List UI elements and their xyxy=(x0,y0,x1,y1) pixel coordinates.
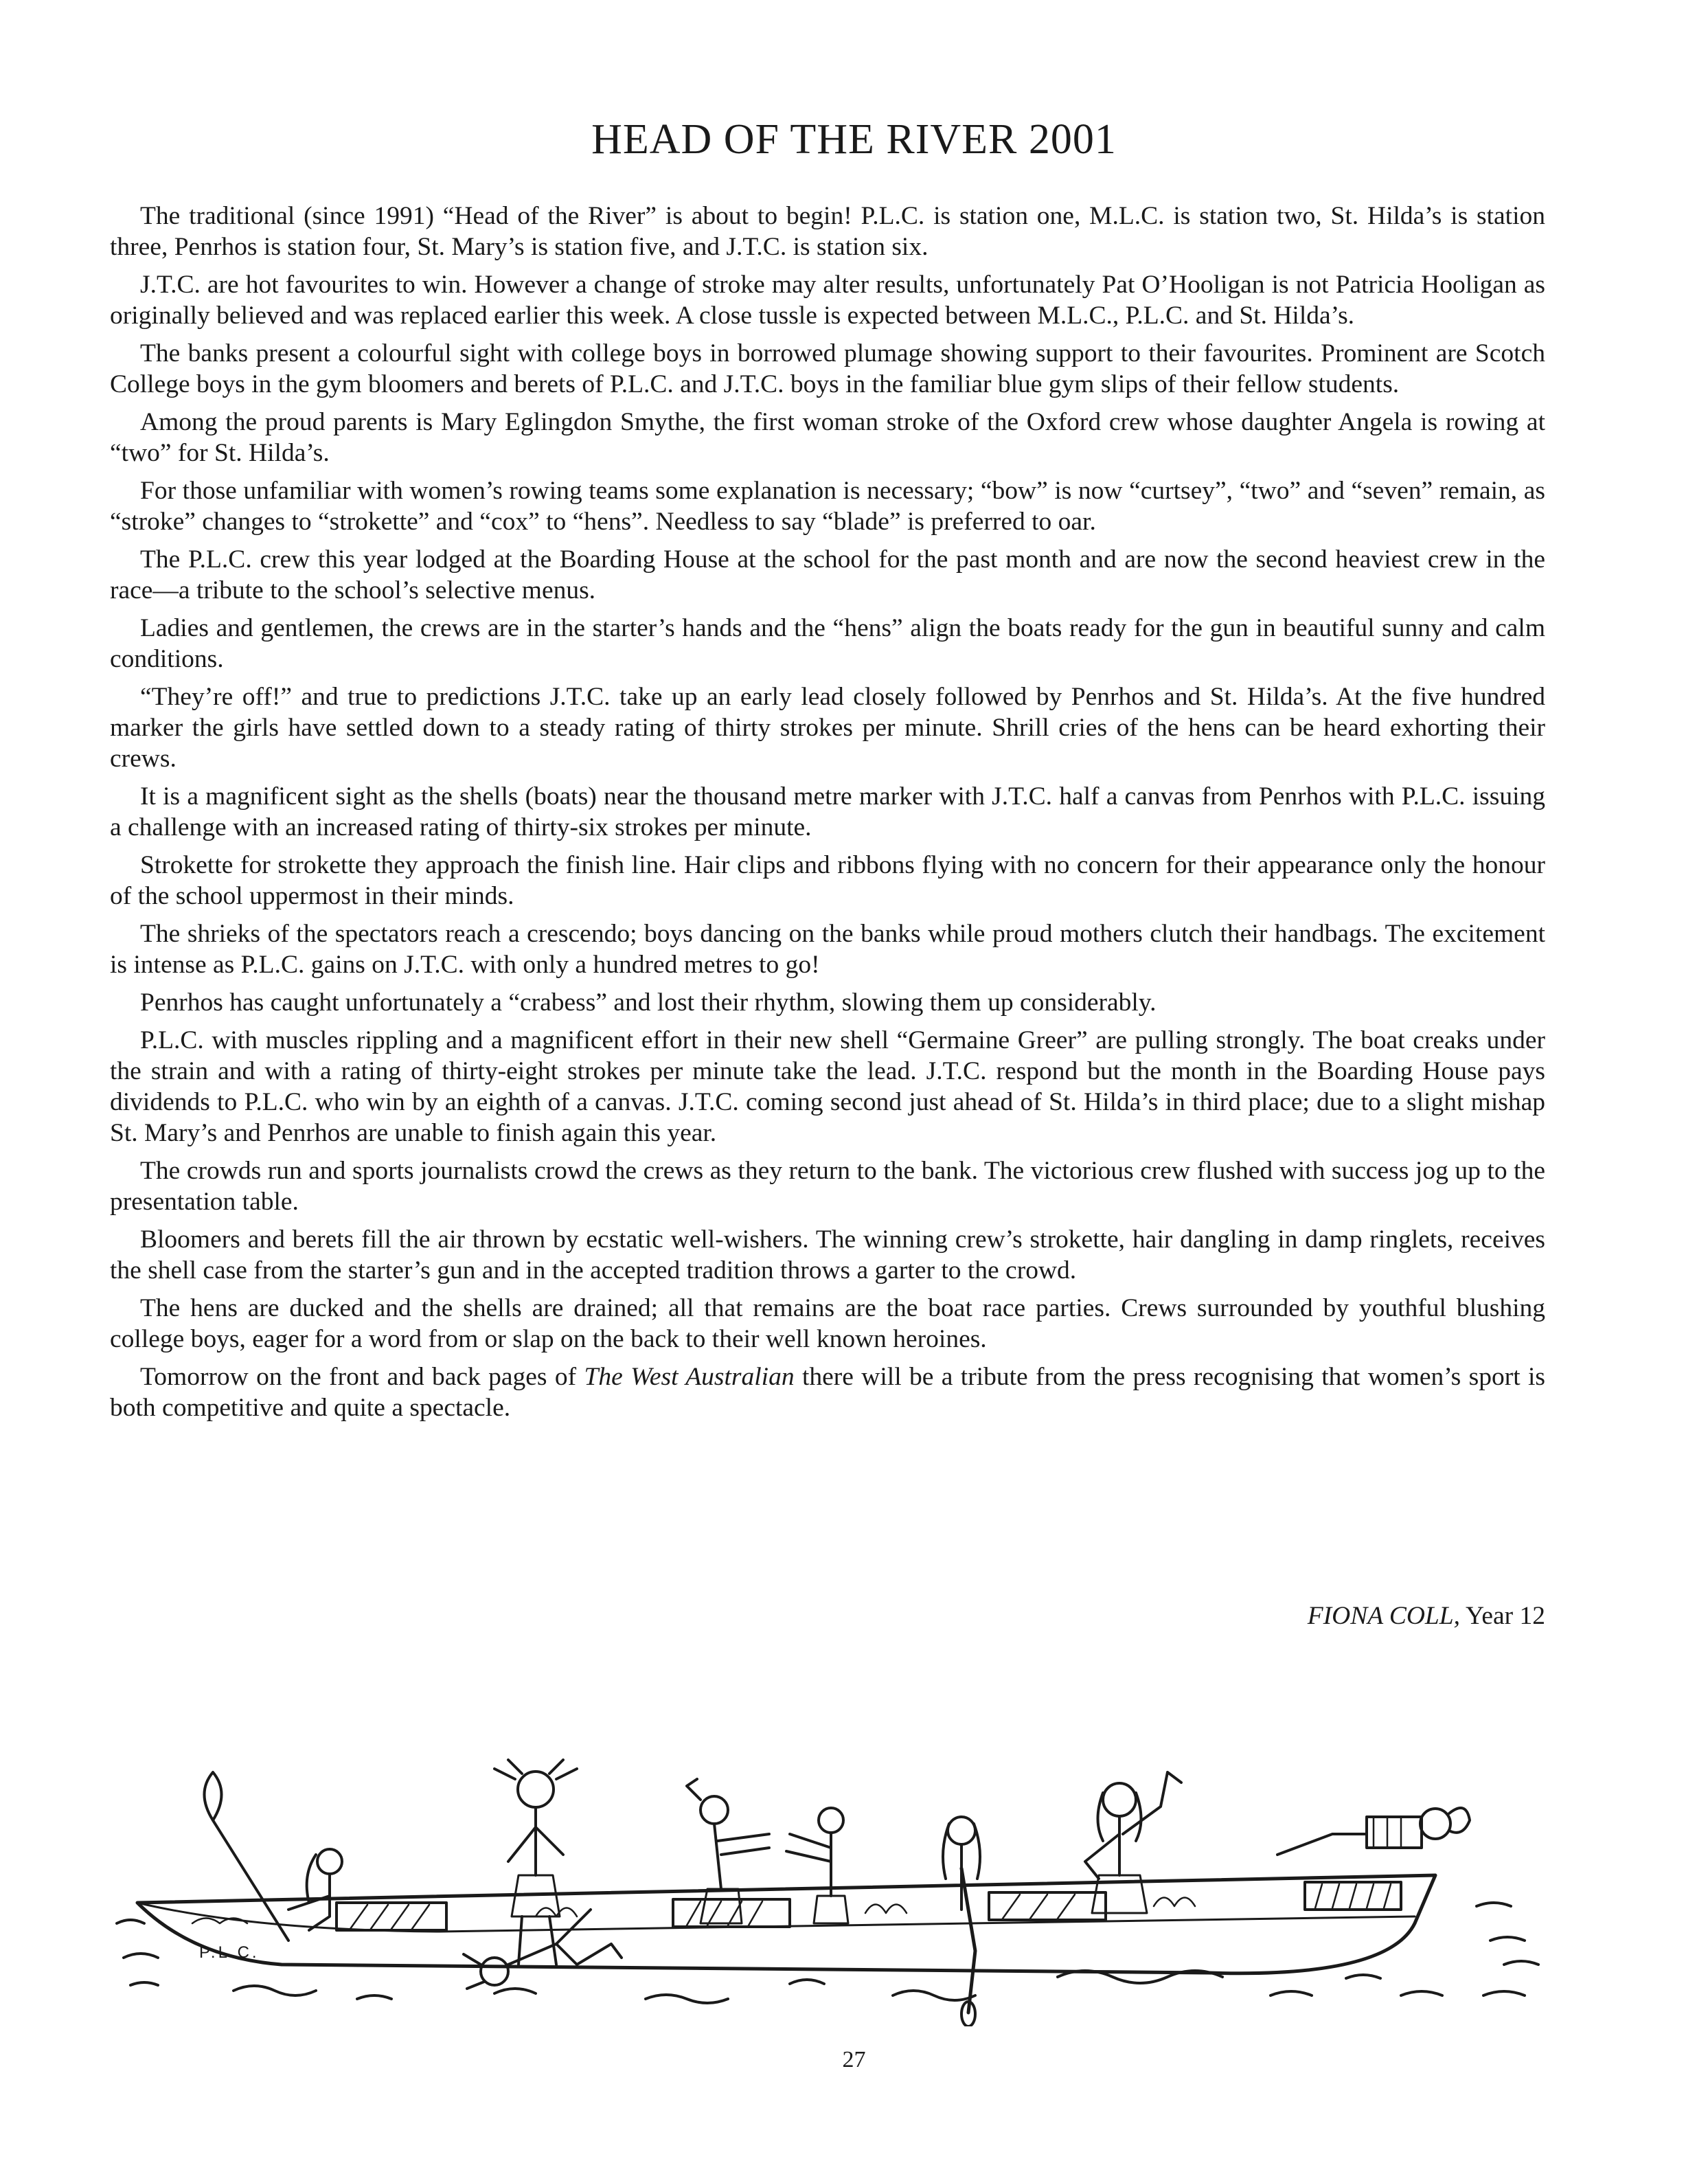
paragraph: The crowds run and sports journalists crowd the crews as they return to the bank. The victorious crew flushed with success jog up to the presentation table. xyxy=(110,1157,1545,1216)
paragraph: The shrieks of the spectators reach a crescendo; boys dancing on the banks while proud mothers clutch their handbags. The excitement is intense as P.L.C. gains on J.T.C. with only a hundred metres to go! xyxy=(110,920,1545,979)
last-paragraph xyxy=(110,1361,1545,1423)
paragraph: It is a magnificent sight as the shells (boats) near the thousand metre marker with J.T.C. half a canvas from Penrhos with P.L.C. issuing a challenge with an increased rating of thirty-six strokes per minute. xyxy=(110,782,1545,841)
page-number: 27 xyxy=(842,2047,866,2072)
paragraph: P.L.C. with muscles rippling and a magnificent effort in their new shell “Germaine Greer” are pulling strongly. The boat creaks under the strain and with a rating of thirty-eight strokes per minute take the lead. J.T.C. respond but the month in the Boarding House pays dividends to P.L.C. who win by an eighth of a canvas. J.T.C. coming second just ahead of St. Hilda’s in third place; due to a slight mishap St. Mary’s and Penrhos are unable to finish again this year. xyxy=(110,1026,1545,1147)
paragraph: Bloomers and berets fill the air thrown by ecstatic well-wishers. The winning crew’s strokette, hair dangling in damp ringlets, receives the shell case from the starter’s gun and in the accepted tradition throws a garter to the crowd. xyxy=(110,1225,1545,1285)
paragraph: The traditional (since 1991) “Head of the River” is about to begin! P.L.C. is station one, M.L.C. is station two, St. Hilda’s is station three, Penrhos is station four, St. Mary’s is station five, and J.T.C. is station six. xyxy=(110,202,1545,261)
article-body xyxy=(110,201,1545,1430)
paragraph: The banks present a colourful sight with college boys in borrowed plumage showing support to their favourites. Prominent are Scotch College boys in the gym bloomers and berets of P.L.C. and J.T.C. boys in the familiar blue gym slips of their fellow students. xyxy=(110,339,1545,398)
boat-label: P.L.C. xyxy=(199,1943,260,1962)
cox-figure xyxy=(205,1772,343,1941)
byline-author: FIONA COLL, xyxy=(1307,1602,1461,1630)
paragraph: The P.L.C. crew this year lodged at the Boarding House at the school for the past month and are now the second heaviest crew in the race—a tribute to the school’s selective menus. xyxy=(110,545,1545,604)
paragraph: Ladies and gentlemen, the crews are in the starter’s hands and the “hens” align the boats ready for the gun in beautiful sunny and calm conditions. xyxy=(110,614,1545,673)
rower-pair-figure xyxy=(687,1779,848,1923)
boat-hull xyxy=(137,1875,1435,1973)
paragraph: J.T.C. are hot favourites to win. However a change of stroke may alter results, unfortunately Pat O’Hooligan is not Patricia Hooligan as originally believed and was replaced earlier this week. A close tussle is expected between M.L.C., P.L.C. and St. Hilda’s. xyxy=(110,271,1545,330)
reclining-rower-figure xyxy=(1277,1808,1470,1855)
paragraph: “They’re off!” and true to predictions J.T.C. take up an early lead closely followed by Penrhos and St. Hilda’s. At the five hundred marker the girls have settled down to a steady rating of thirty strokes per minute. Shrill cries of the hens can be heard exhorting their crews. xyxy=(110,683,1545,773)
falling-rower-figure xyxy=(464,1910,622,1989)
paragraph: The hens are ducked and the shells are drained; all that remains are the boat race parties. Crews surrounded by youthful blushing college boys, eager for a word from or slap on the back to their well known heroines. xyxy=(110,1294,1545,1353)
article-title: HEAD OF THE RIVER 2001 xyxy=(591,116,1117,163)
last-paragraph-before: Tomorrow on the front and back pages of xyxy=(140,1363,584,1391)
paragraph: Strokette for strokette they approach the finish line. Hair clips and ribbons flying with no concern for their appearance only the honour of the school uppermost in their minds. xyxy=(110,851,1545,910)
byline xyxy=(110,1600,1545,1631)
byline-year: Year 12 xyxy=(1460,1602,1545,1630)
paragraph: Penrhos has caught unfortunately a “crabess” and lost their rhythm, slowing them up considerably. xyxy=(140,988,1157,1017)
rowing-boat-illustration xyxy=(110,1758,1573,2026)
paragraph: Among the proud parents is Mary Eglingdon Smythe, the first woman stroke of the Oxford crew whose daughter Angela is rowing at “two” for St. Hilda’s. xyxy=(110,408,1545,467)
last-paragraph-after: there will be a tribute from the press recognising that women’s sport is both competitive and quite a spectacle. xyxy=(110,1363,1546,1422)
newspaper-title: The West Australian xyxy=(584,1363,795,1391)
paragraph: For those unfamiliar with women’s rowing teams some explanation is necessary; “bow” is now “curtsey”, “two” and “seven” remain, as “stroke” changes to “strokette” and “cox” to “hens”. Needless to say “blade” is preferred to oar. xyxy=(110,477,1545,536)
